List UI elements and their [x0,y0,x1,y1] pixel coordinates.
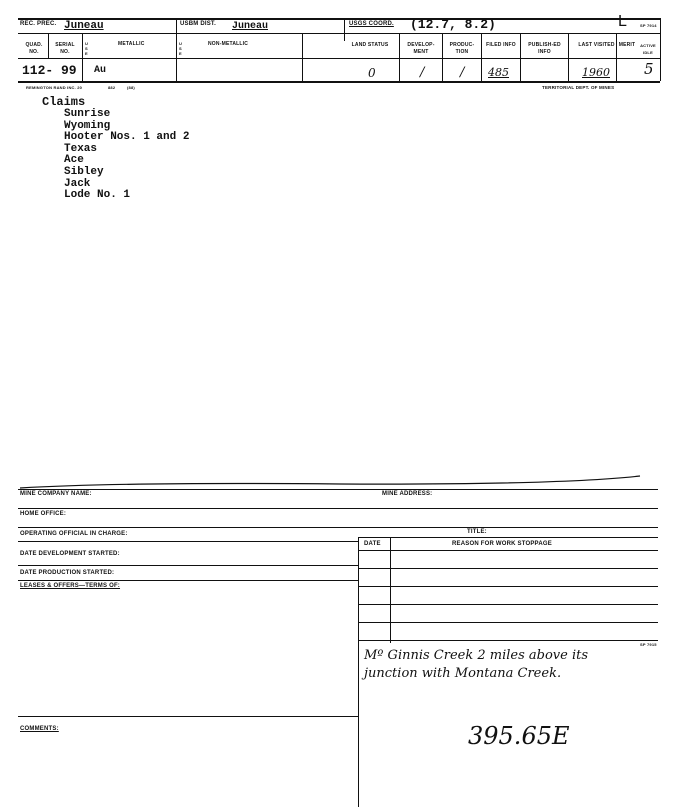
dev-started-label: DATE DEVELOPMENT STARTED: [20,551,120,557]
lower-line [358,537,658,538]
divider [481,33,482,81]
claim-item: Sunrise [64,108,111,120]
code-1: 882 [108,85,116,90]
lower-line [18,527,658,528]
title-label: TITLE: [467,529,487,535]
lower-line [358,622,658,623]
claim-item: Ace [64,154,84,167]
rec-prec-label: REC. PREC. [20,21,57,27]
development-value: / [420,65,425,80]
lower-line [358,568,658,569]
lower-line [358,640,658,641]
home-office-label: HOME OFFICE: [20,511,67,517]
mine-company-label: MINE COMPANY NAME: [20,491,92,497]
divider [176,33,177,81]
col-metallic: METALLIC [118,41,145,47]
operating-official-label: OPERATING OFFICIAL IN CHARGE: [20,531,128,537]
top-border [18,18,660,20]
code-2: (88) [127,85,135,90]
col-use: U S E [85,41,89,56]
handwritten-number: 395.65E [468,722,570,750]
form-number: SP 7914 [640,23,657,28]
lower-line [18,489,658,490]
data-row-bottom [18,81,660,83]
col-active-idle: ACTIVE IDLE [640,43,656,55]
divider [616,33,617,81]
claim-item: Wyoming [64,119,111,132]
divider [442,33,443,81]
claim-item: Texas [64,142,98,155]
divider [358,537,359,807]
col-land-status: LAND STATUS [351,42,389,48]
location-note-line1: Mº Ginnis Creek 2 miles above its [364,648,589,663]
rec-prec-value: Juneau [64,20,104,32]
location-note-line2: junction with Montana Creek. [364,666,562,681]
usgs-coord-value: (12.7, 8.2) [410,17,496,32]
merit-value: 5 [644,60,654,78]
col-non-metallic: NON-METALLIC [208,41,249,47]
lower-line [18,508,658,509]
claims-list [42,96,189,202]
header-divider [18,33,660,34]
claim-item: Sibley [64,165,104,178]
divider [660,18,661,81]
col-use-2: U S E [179,41,183,56]
quad-serial-value: 112- 99 [22,63,77,78]
land-status-value: 0 [368,66,376,80]
lower-line [18,541,358,542]
lower-line [18,580,358,581]
divider [568,33,569,81]
lower-line [358,604,658,605]
col-production: PRODUC-TION [449,42,475,55]
form-number-lower: SP 7915 [640,642,657,647]
col-merit: MERIT [618,42,636,48]
printer-text: REMINGTON RAND INC. 20 [26,85,83,90]
filed-info-value: 485 [488,66,509,79]
reason-label: REASON FOR WORK STOPPAGE [452,541,552,547]
date-label: DATE [364,541,381,547]
claim-item: Hooter Nos. 1 and 2 [64,131,190,144]
col-published-info: PUBLISH-ED INFO [528,42,561,55]
lower-line [358,586,658,587]
department-text: TERRITORIAL DEPT. OF MINES [542,85,615,90]
production-value: / [460,65,465,80]
comments-label: COMMENTS: [20,726,59,732]
usgs-coord-label: USGS COORD. [349,21,394,27]
mine-address-label: MINE ADDRESS: [382,491,433,497]
prod-started-label: DATE PRODUCTION STARTED: [20,570,115,576]
claim-item: Lode No. 1 [64,189,131,202]
col-filed-info: FILED INFO [486,42,516,48]
metallic-value: Au [94,65,107,76]
corner-mark: L [618,13,627,30]
divider [390,537,391,643]
divider [344,18,345,41]
lower-line [18,716,358,717]
col-serial: SERIAL NO. [55,42,75,55]
divider [48,33,49,58]
tear-curve [0,474,678,494]
col-quad: QUAD. NO. [25,42,43,55]
divider [520,33,521,81]
lower-line [358,550,658,551]
claims-heading: Claims [42,95,86,109]
column-header-bottom [18,58,660,59]
claim-item: Jack [64,177,91,190]
usbm-dist-value: Juneau [232,21,269,32]
usbm-dist-label: USBM DIST. [180,21,217,27]
leases-label: LEASES & OFFERS—TERMS OF: [20,583,121,589]
divider [399,33,400,81]
divider [82,33,83,81]
lower-line [18,565,358,566]
divider [302,33,303,81]
last-visited-value: 1960 [582,66,610,79]
col-development: DEVELOP-MENT [407,42,435,55]
col-last-visited: LAST VISITED [578,42,615,48]
